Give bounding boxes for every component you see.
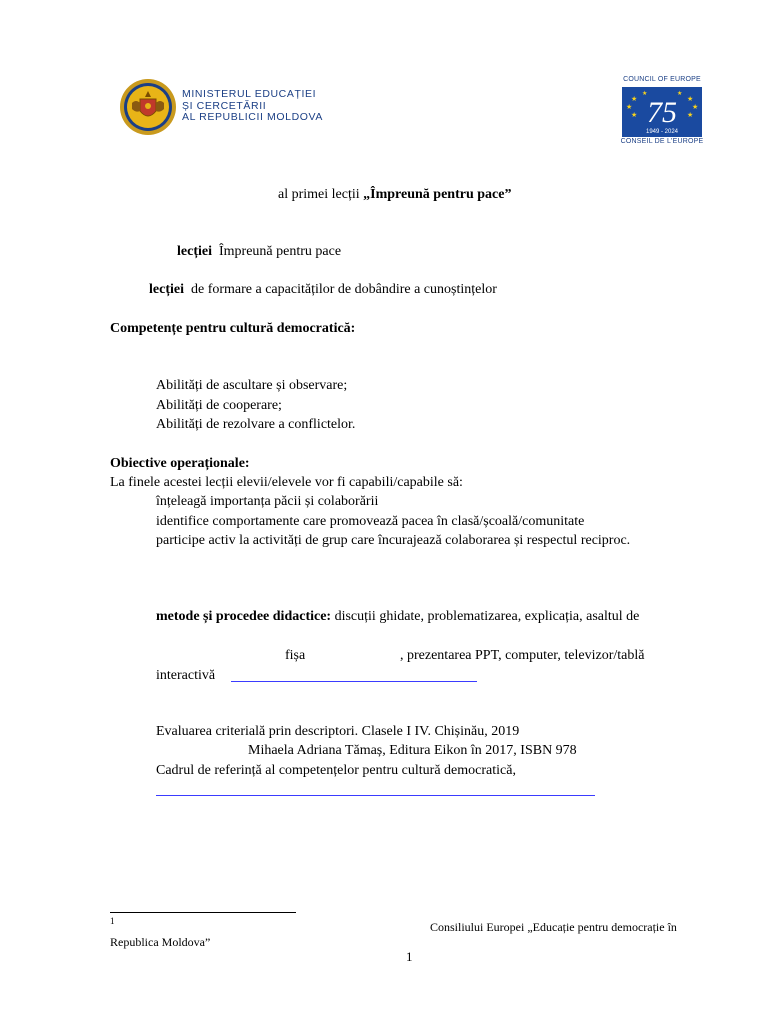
lesson-topic-label: lecției [177, 244, 212, 259]
coat-of-arms-emblem [118, 77, 178, 137]
footnote-separator [110, 912, 296, 913]
page-title [278, 186, 511, 204]
coe-75-emblem [622, 87, 702, 137]
title-bold: „Împreună pentru pace” [363, 187, 512, 202]
competences-heading: Competențe pentru cultură democratică: [110, 321, 356, 336]
svg-text:★: ★ [631, 95, 638, 103]
lesson-type [149, 281, 497, 299]
svg-text:★: ★ [642, 90, 648, 97]
competence-item: Abilități de ascultare și observare; [156, 378, 348, 393]
ministry-name [182, 89, 323, 124]
footnote-text: Consiliului Europei „Educație pentru democrație în [430, 920, 677, 934]
lesson-type-label: lecției [149, 282, 184, 297]
ministry-name-line: AL REPUBLICII MOLDOVA [182, 111, 323, 123]
objectives-intro: La finele acestei lecții elevii/elevele vor fi capabili/capabile să: [110, 475, 463, 490]
hyperlink-underline[interactable] [156, 795, 595, 796]
svg-text:★: ★ [677, 90, 683, 97]
lesson-topic-value: Împreună pentru pace [218, 244, 342, 259]
svg-text:★: ★ [687, 95, 694, 103]
ministry-name-line: MINISTERUL EDUCAȚIEI [182, 88, 317, 100]
objective-item: înțeleagă importanța păcii și colaborării [156, 494, 379, 509]
coe-bottom-text: CONSEIL DE L'EUROPE [620, 138, 704, 145]
footnote-marker: 1 [110, 916, 115, 926]
resources-rest: , prezentarea PPT, computer, televizor/tablă [400, 648, 645, 663]
competence-item: Abilități de rezolvare a conflictelor. [156, 417, 356, 432]
resources-fisa: fișa [285, 648, 306, 663]
lesson-type-value: de formare a capacităților de dobândire a cunoștințelor [190, 282, 497, 297]
competence-item: Abilități de cooperare; [156, 398, 282, 413]
hyperlink-underline[interactable] [231, 681, 477, 682]
objective-item: participe activ la activități de grup care încurajează colaborarea și respectul reciproc. [156, 533, 631, 548]
lesson-topic [177, 243, 341, 261]
title-prefix: al primei lecții [278, 187, 364, 202]
ministry-logo [118, 77, 338, 137]
methods-line [156, 608, 639, 626]
council-of-europe-logo [616, 76, 708, 148]
coe-top-text: COUNCIL OF EUROPE [623, 76, 701, 83]
svg-text:★: ★ [631, 111, 638, 119]
coe-number: 75 [647, 96, 677, 129]
bibliography-item: Mihaela Adriana Tămaș, Editura Eikon în 2017, ISBN 978 [248, 743, 577, 758]
bibliography-item: Evaluarea criterială prin descriptori. Clasele I IV. Chișinău, 2019 [156, 724, 520, 739]
svg-text:★: ★ [687, 111, 694, 119]
objective-item: identifice comportamente care promovează pacea în clasă/școală/comunitate [156, 514, 585, 529]
objectives-heading: Obiective operaționale: [110, 456, 250, 471]
resources-line2: interactivă [156, 668, 216, 683]
ministry-name-line: ȘI CERCETĂRII [182, 99, 267, 112]
bibliography-item: Cadrul de referință al competențelor pentru cultură democratică, [156, 763, 516, 778]
page-number: 1 [406, 949, 413, 964]
coe-years: 1949 - 2024 [645, 129, 679, 135]
methods-label: metode și procedee didactice: [156, 609, 332, 624]
methods-text: discuții ghidate, problematizarea, explicația, asaltul de [334, 609, 640, 624]
footnote-text: Republica Moldova” [110, 935, 211, 949]
svg-text:★: ★ [692, 103, 699, 111]
svg-text:★: ★ [626, 103, 633, 111]
